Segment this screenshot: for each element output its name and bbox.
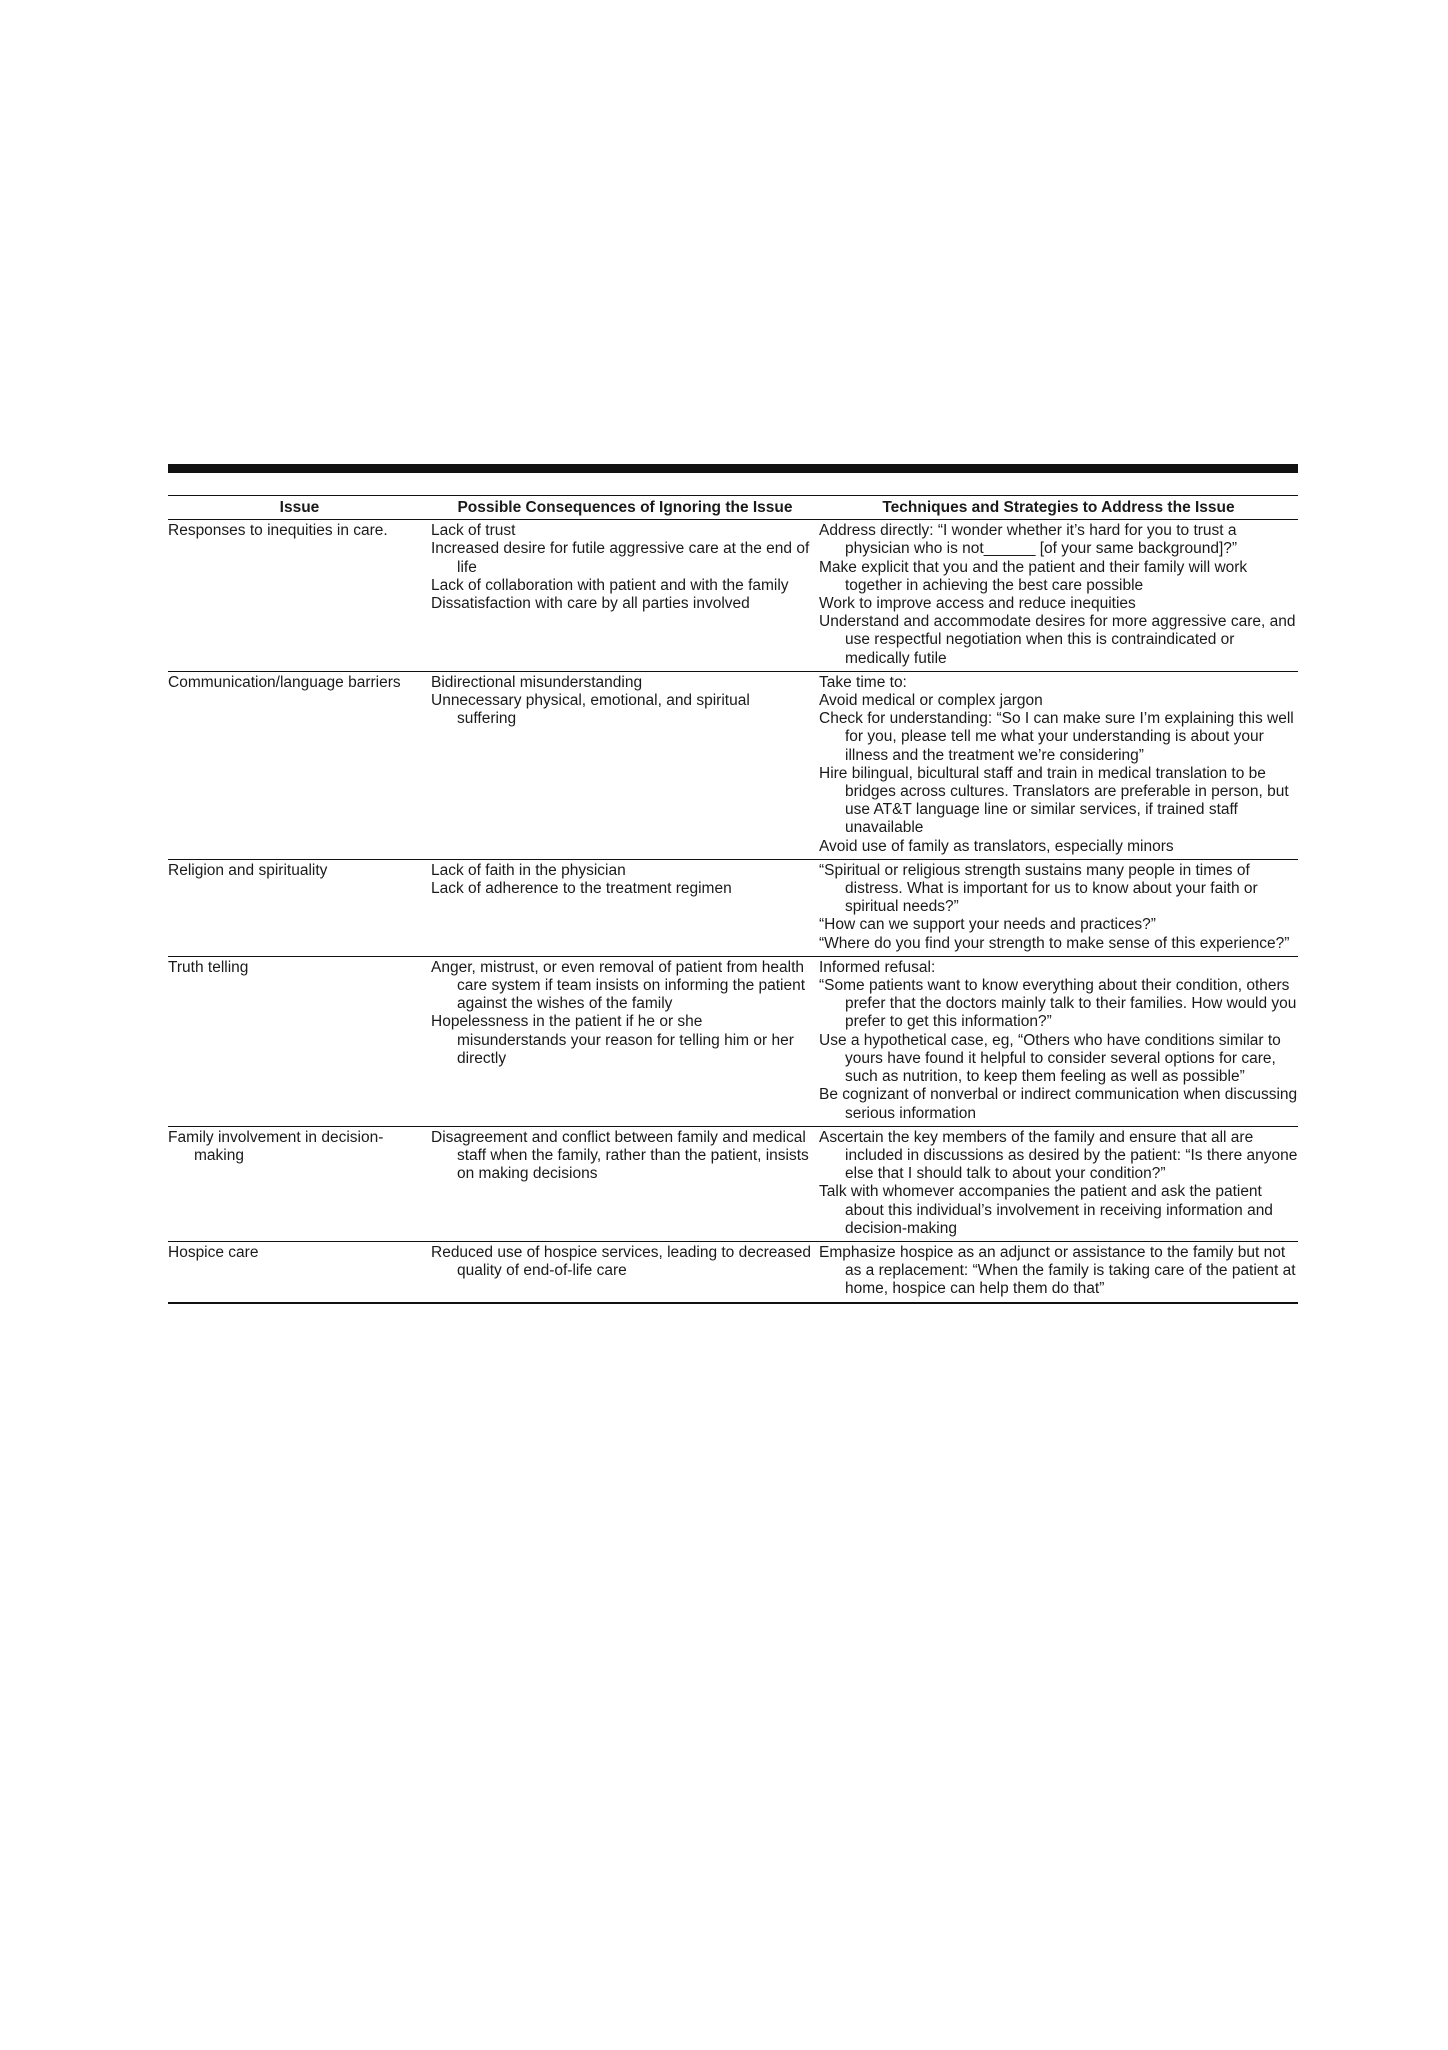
top-rule	[168, 464, 1298, 473]
table-row	[168, 1241, 1298, 1302]
consequences-line: Lack of trust	[431, 522, 516, 540]
header-techniques: Techniques and Strategies to Address the Issue	[819, 496, 1298, 520]
issue-cell	[168, 1241, 431, 1302]
consequences-line: Unnecessary physical, emotional, and spiritual suffering	[431, 692, 750, 728]
issue-line: Family involvement in decision-making	[168, 1128, 384, 1164]
techniques-line: Talk with whomever accompanies the patient and ask the patient about this individual’s involvement in receiving information and decision-making	[819, 1183, 1273, 1237]
techniques-line: Ascertain the key members of the family and ensure that all are included in discussions as desired by the patient: “Is there anyone else that I should talk to about your condition?”	[819, 1128, 1298, 1183]
techniques-cell	[819, 1126, 1298, 1241]
consequences-cell	[431, 671, 819, 859]
consequences-line: Increased desire for futile aggressive care at the end of life	[431, 540, 810, 576]
consequences-line: Dissatisfaction with care by all parties involved	[431, 595, 750, 613]
techniques-line: Be cognizant of nonverbal or indirect communication when discussing serious information	[819, 1086, 1298, 1122]
consequences-line: Lack of faith in the physician	[431, 861, 626, 879]
techniques-cell	[819, 859, 1298, 956]
header-consequences: Possible Consequences of Ignoring the Issue	[431, 496, 819, 520]
issue-line: Religion and spirituality	[168, 861, 328, 879]
techniques-line: Avoid medical or complex jargon	[819, 692, 1043, 710]
issue-line: Communication/language barriers	[168, 673, 401, 691]
techniques-line: Take time to:	[819, 673, 907, 691]
techniques-line: Address directly: “I wonder whether it’s hard for you to trust a physician who is not______ [of your same background]?”	[819, 522, 1238, 558]
techniques-line: Avoid use of family as translators, especially minors	[819, 837, 1174, 855]
techniques-cell	[819, 956, 1298, 1126]
techniques-cell	[819, 671, 1298, 859]
techniques-line: “Spiritual or religious strength sustains many people in times of distress. What is important for us to know about your faith or spiritual needs?”	[819, 861, 1258, 916]
issue-cell	[168, 1126, 431, 1241]
techniques-line: “How can we support your needs and practices?”	[819, 916, 1156, 934]
techniques-line: Informed refusal:	[819, 958, 936, 976]
consequences-cell	[431, 1241, 819, 1302]
consequences-line: Reduced use of hospice services, leading to decreased quality of end-of-life care	[431, 1243, 811, 1280]
issues-table	[168, 495, 1298, 1304]
techniques-line: “Where do you find your strength to make sense of this experience?”	[819, 934, 1290, 952]
techniques-cell	[819, 520, 1298, 672]
header-issue: Issue	[168, 496, 431, 520]
issue-cell	[168, 671, 431, 859]
techniques-line: Use a hypothetical case, eg, “Others who have conditions similar to yours have found it helpful to consider several options for care, such as nutrition, to keep them feeling as well as possible”	[819, 1031, 1281, 1086]
issue-cell	[168, 956, 431, 1126]
techniques-line: Check for understanding: “So I can make sure I’m explaining this well for you, please tell me what your understanding is about your illness and the treatment we’re considering”	[819, 710, 1294, 764]
consequences-cell	[431, 859, 819, 956]
consequences-line: Anger, mistrust, or even removal of patient from health care system if team insists on informing the patient against the wishes of the family	[431, 958, 806, 1013]
consequences-cell	[431, 520, 819, 672]
issue-line: Hospice care	[168, 1243, 259, 1261]
consequences-line: Disagreement and conflict between family and medical staff when the family, rather than the patient, insists on making decisions	[431, 1128, 809, 1183]
table-row	[168, 859, 1298, 956]
header-row	[168, 496, 1298, 520]
table-row	[168, 1126, 1298, 1241]
table-header	[168, 496, 1298, 520]
techniques-line: Make explicit that you and the patient and their family will work together in achieving the best care possible	[819, 558, 1248, 594]
issue-line: Truth telling	[168, 958, 249, 976]
consequences-line: Hopelessness in the patient if he or she misunderstands your reason for telling him or her directly	[431, 1013, 794, 1067]
issue-cell	[168, 520, 431, 672]
table-row	[168, 671, 1298, 859]
techniques-line: Hire bilingual, bicultural staff and train in medical translation to be bridges across cultures. Translators are preferable in person, but use AT&T language line or similar services, if trained staff unavailable	[819, 764, 1289, 837]
table-body	[168, 520, 1298, 1303]
techniques-line: Work to improve access and reduce inequities	[819, 595, 1136, 613]
issue-cell	[168, 859, 431, 956]
issue-line: Responses to inequities in care.	[168, 522, 388, 540]
consequences-line: Lack of collaboration with patient and with the family	[431, 576, 789, 594]
consequences-cell	[431, 956, 819, 1126]
table-row	[168, 956, 1298, 1126]
techniques-line: Emphasize hospice as an adjunct or assistance to the family but not as a replacement: “When the family is taking care of the patient at home, hospice can help them do that”	[819, 1243, 1296, 1298]
techniques-line: “Some patients want to know everything about their condition, others prefer that the doctors mainly talk to their families. How would you prefer to get this information?”	[819, 977, 1297, 1031]
consequences-line: Lack of adherence to the treatment regimen	[431, 880, 732, 898]
techniques-line: Understand and accommodate desires for more aggressive care, and use respectful negotiation when this is contraindicated or medically futile	[819, 613, 1296, 667]
consequences-line: Bidirectional misunderstanding	[431, 673, 643, 691]
document-page	[168, 464, 1298, 1304]
consequences-cell	[431, 1126, 819, 1241]
table-row	[168, 520, 1298, 672]
techniques-cell	[819, 1241, 1298, 1302]
